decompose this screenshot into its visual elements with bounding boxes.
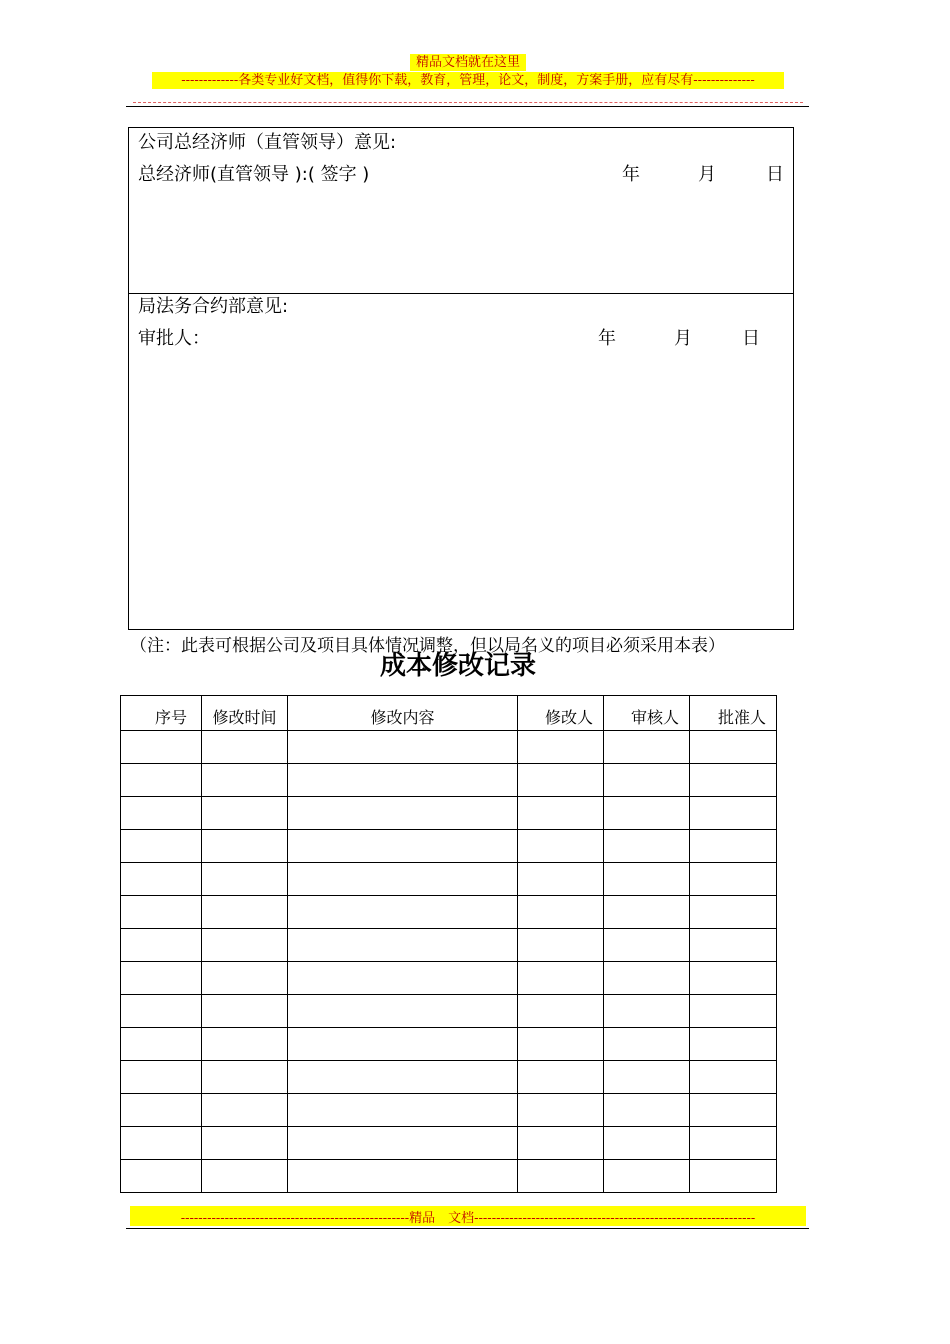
table-row <box>121 797 777 830</box>
col-header-reviewer: 审核人 <box>604 696 690 731</box>
legal-opinion-heading: 局法务合约部意见: <box>138 296 289 317</box>
cost-revision-table <box>120 695 777 1193</box>
table-cell <box>288 962 518 995</box>
table-cell <box>518 929 604 962</box>
table-cell <box>518 1127 604 1160</box>
gm-date-month: 月 <box>698 164 716 185</box>
table-cell <box>518 1028 604 1061</box>
table-row <box>121 1127 777 1160</box>
table-cell <box>604 995 690 1028</box>
header-subtitle: -------------各类专业好文档，值得你下载，教育，管理，论文，制度，方案手册，应有尽有-------------- <box>152 72 784 89</box>
table-cell <box>604 962 690 995</box>
table-cell <box>690 1160 777 1193</box>
table-row <box>121 863 777 896</box>
footer-band: ----------------------------------------------------精品 文档---------------------------------------------------------------- <box>130 1206 806 1226</box>
table-cell <box>288 1028 518 1061</box>
table-cell <box>604 1127 690 1160</box>
table-row <box>121 731 777 764</box>
table-cell <box>604 896 690 929</box>
table-row <box>121 962 777 995</box>
table-cell <box>288 863 518 896</box>
table-cell <box>288 1061 518 1094</box>
header-title: 精品文档就在这里 <box>410 54 526 71</box>
table-cell <box>518 962 604 995</box>
table-cell <box>202 962 288 995</box>
table-header-row <box>121 696 777 731</box>
table-cell <box>690 896 777 929</box>
gm-opinion-heading: 公司总经济师（直管领导）意见: <box>138 132 397 153</box>
table-cell <box>604 1028 690 1061</box>
legal-approver-label: 审批人： <box>138 328 210 349</box>
col-header-index: 序号 <box>121 696 202 731</box>
table-cell <box>202 797 288 830</box>
table-cell <box>604 1094 690 1127</box>
gm-date-year: 年 <box>622 164 640 185</box>
table-cell <box>288 929 518 962</box>
table-row <box>121 1094 777 1127</box>
table-cell <box>604 863 690 896</box>
table-cell <box>518 1160 604 1193</box>
gm-date-day: 日 <box>766 164 784 185</box>
table-cell <box>121 929 202 962</box>
table-cell <box>288 995 518 1028</box>
table-cell <box>202 1127 288 1160</box>
table-cell <box>121 896 202 929</box>
header-dashed-line <box>133 102 803 103</box>
table-cell <box>690 830 777 863</box>
table-cell <box>518 1094 604 1127</box>
table-cell <box>604 1061 690 1094</box>
table-cell <box>518 896 604 929</box>
table-cell <box>288 764 518 797</box>
table-cell <box>518 995 604 1028</box>
table-cell <box>121 1160 202 1193</box>
table-cell <box>288 1094 518 1127</box>
table-cell <box>518 731 604 764</box>
header-rule <box>126 106 809 107</box>
col-header-time: 修改时间 <box>202 696 288 731</box>
table-cell <box>288 1160 518 1193</box>
table-cell <box>690 1094 777 1127</box>
table-cell <box>604 797 690 830</box>
table-cell <box>202 995 288 1028</box>
table-cell <box>121 962 202 995</box>
gm-sign-label: 总经济师(直管领导 ):( 签字 ) <box>138 164 370 185</box>
table-cell <box>604 830 690 863</box>
table-row <box>121 896 777 929</box>
table-cell <box>202 731 288 764</box>
table-cell <box>202 929 288 962</box>
table-cell <box>202 1160 288 1193</box>
table-body <box>121 731 777 1193</box>
table-cell <box>518 797 604 830</box>
table-cell <box>690 995 777 1028</box>
table-cell <box>690 797 777 830</box>
table-cell <box>121 995 202 1028</box>
col-header-modifier: 修改人 <box>518 696 604 731</box>
record-title: 成本修改记录 <box>380 651 537 681</box>
legal-date-month: 月 <box>674 328 692 349</box>
table-cell <box>604 731 690 764</box>
table-cell <box>690 1061 777 1094</box>
table-cell <box>690 764 777 797</box>
table-cell <box>690 1028 777 1061</box>
table-cell <box>288 896 518 929</box>
table-cell <box>690 1127 777 1160</box>
table-cell <box>518 1061 604 1094</box>
table-cell <box>121 1061 202 1094</box>
table-cell <box>202 1094 288 1127</box>
table-row <box>121 764 777 797</box>
table-cell <box>202 896 288 929</box>
footer-rule <box>126 1228 809 1229</box>
table-cell <box>121 863 202 896</box>
col-header-content: 修改内容 <box>288 696 518 731</box>
table-cell <box>288 731 518 764</box>
table-cell <box>202 1061 288 1094</box>
table-cell <box>121 830 202 863</box>
col-header-approver: 批准人 <box>690 696 777 731</box>
table-cell <box>604 1160 690 1193</box>
table-cell <box>121 797 202 830</box>
table-cell <box>518 830 604 863</box>
table-cell <box>202 830 288 863</box>
table-row <box>121 929 777 962</box>
table-cell <box>121 764 202 797</box>
table-cell <box>121 1094 202 1127</box>
table-cell <box>690 929 777 962</box>
table-cell <box>288 1127 518 1160</box>
table-cell <box>690 731 777 764</box>
table-cell <box>518 863 604 896</box>
table-cell <box>121 1127 202 1160</box>
legal-date-year: 年 <box>598 328 616 349</box>
table-row <box>121 1160 777 1193</box>
table-row <box>121 1028 777 1061</box>
legal-opinion-box <box>128 292 794 630</box>
table-cell <box>121 731 202 764</box>
table-cell <box>604 929 690 962</box>
legal-date-day: 日 <box>742 328 760 349</box>
table-cell <box>690 962 777 995</box>
table-cell <box>690 863 777 896</box>
table-row <box>121 1061 777 1094</box>
table-cell <box>121 1028 202 1061</box>
table-cell <box>518 764 604 797</box>
gm-opinion-box <box>128 127 794 294</box>
table-cell <box>604 764 690 797</box>
table-cell <box>202 764 288 797</box>
table-cell <box>288 797 518 830</box>
table-row <box>121 995 777 1028</box>
table-cell <box>288 830 518 863</box>
table-row <box>121 830 777 863</box>
table-cell <box>202 863 288 896</box>
form-note: （注：此表可根据公司及项目具体情况调整，但以局名义的项目必须采用本表） <box>130 636 725 656</box>
table-cell <box>202 1028 288 1061</box>
